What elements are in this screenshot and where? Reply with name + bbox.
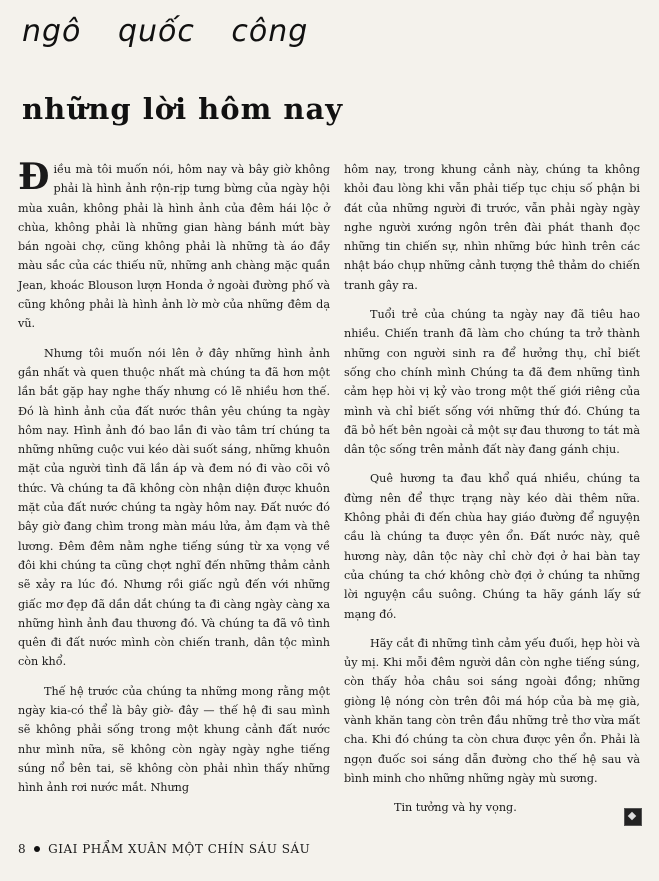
paragraph: Tuổi trẻ của chúng ta ngày nay đã tiêu hao nhiều. Chiến tranh đã làm cho chúng ta trở thành những con người sinh ra để hưởng thụ, chỉ biết sống cho chính mình Chúng ta đã đem những tình cảm hẹp hòi vị kỷ vào trong một thế giới riêng của mình và chỉ biết sống với những thứ đó. Chúng ta đã bỏ hết bên ngoài cả một sự đau thương to tát mà dân tộc sống trên mảnh đất này đang gánh chịu. <box>344 308 640 457</box>
page-footer <box>18 842 310 856</box>
paragraph <box>18 156 330 334</box>
left-column <box>18 156 330 808</box>
bullet-icon <box>34 846 40 852</box>
end-mark-icon <box>624 808 642 826</box>
paragraph: Thế hệ trước của chúng ta những mong rằng một ngày kia-có thể là bây giờ- đây — thế hệ đi sau mình sẽ không phải sống trong một khung cảnh đất nước như mình nữa, sẽ không còn ngày ngày nghe tiếng súng nổ bên tai, sẽ không còn phải nhìn thấy những hình ảnh rơi nước mắt. Nhưng <box>18 684 330 795</box>
paragraph-text: iều mà tôi muốn nói, hôm nay và bây giờ không phải là hình ảnh rộn-rịp tưng bừng của ngày hội mùa xuân, không phải là hình ảnh của đêm hái lộc ở chùa, không phải là những gian hàng bánh mứt bày bán ngoài chợ, cũng không phải là những tà áo đầy màu sắc của các thiếu nữ, những anh chàng mặc quần Jean, khoác Blouson lượn Honda ở ngoài đường phố và cũng không phải là hình ảnh lờ mờ của những đêm dạ vũ. <box>18 163 330 331</box>
paragraph: hôm nay, trong khung cảnh này, chúng ta không khỏi đau lòng khi vẫn phải tiếp tục chịu số phận bi đát của những người đi trước, vẫn phải ngày ngày nghe người xướng ngôn trên đài phát thanh đọc những tin chiến sự, nhìn những bức hình trên các nhật báo chụp những cảnh tượng thê thảm do chiến tranh gây ra. <box>344 163 640 292</box>
publication-name: GIAI PHẨM XUÂN MỘT CHÍN SÁU SÁU <box>48 842 311 856</box>
page-number: 8 <box>18 842 27 856</box>
right-column <box>344 160 640 828</box>
closing-line: Tin tưởng và hy vọng. <box>394 801 517 815</box>
paragraph: Quê hương ta đau khổ quá nhiều, chúng ta đừng nên để thực trạng này kéo dài thêm nữa. Không phải đi đến chùa hay giáo đường để nguyện cầu là chúng ta được yên ổn. Đất nước này, quê hương này, dân tộc này chỉ chờ đợi ở hai bàn tay của chúng ta chớ không chờ đợi ở chúng ta những lời nguyện cầu suông. Chúng ta hãy gánh lấy sứ mạng đó. <box>344 472 640 621</box>
author-name: ngô quốc công <box>22 14 309 49</box>
paragraph: Hãy cắt đi những tình cảm yếu đuối, hẹp hòi và ủy mị. Khi mỗi đêm người dân còn nghe tiếng súng, còn thấy hỏa châu soi sáng ngoài đồng; những giòng lệ nóng còn trên đôi má hóp của bà mẹ già, vành khăn tang còn trên đầu những trẻ thơ vừa mất cha. Khi đó chúng ta còn chưa được yên ổn. Phải là ngọn đuốc soi sáng dẫn đường cho thế hệ sau và bình minh cho những những ngày mù sương. <box>344 636 640 785</box>
article-title: những lời hôm nay <box>22 92 344 126</box>
dropcap: Đ <box>18 156 50 198</box>
paragraph: Nhưng tôi muốn nói lên ở đây những hình ảnh gần nhất và quen thuộc nhất mà chúng ta đã hơn một lần bắt gặp hay nghe thấy nhưng có lẽ nhiều hơn thế. Đó là hình ảnh của đất nước thân yêu chúng ta ngày hôm nay. Hình ảnh đó bao lần đi vào tâm trí chúng ta những những cuộc vui kéo dài suốt sáng, những khuôn mặt của người tình đã lần áp và đem nó đi vào cõi vô thức. Và chúng ta đã không còn nhận diện được khuôn mặt của đất nước chúng ta ngày hôm nay. Đất nước đó bây giờ đang chìm trong màn máu lửa, ảm đạm và thê lương. Đêm đêm nằm nghe tiếng súng từ xa vọng về đôi khi chúng ta cũng chợt nghĩ đến những thảm cảnh sẽ xảy ra lúc đó. Nhưng rồi giấc ngủ đến với những giấc mơ đẹp đã dần dắt chúng ta đi càng ngày càng xa những hình ảnh đau thương đó. Và chúng ta đã vô tình quên đi đất nước mình còn chiến tranh, dân tộc mình còn khổ. <box>18 346 330 669</box>
